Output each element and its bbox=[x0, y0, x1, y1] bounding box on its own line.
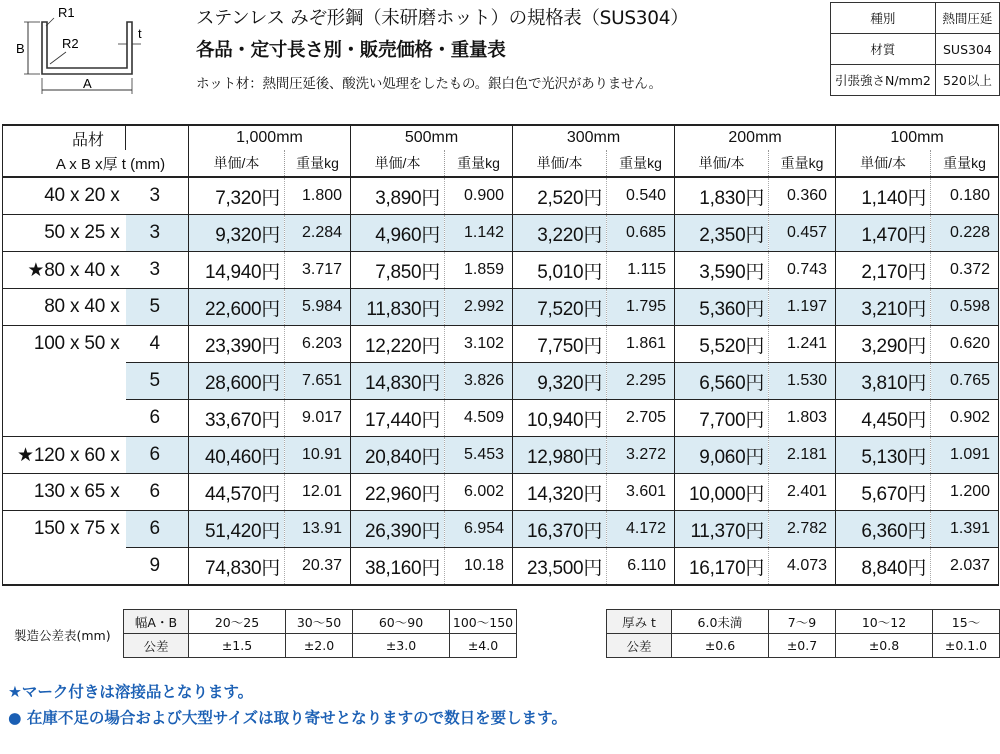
thickness-cell: 3 bbox=[126, 252, 189, 289]
range-cell: 20〜25 bbox=[189, 610, 286, 634]
thickness-cell: 6 bbox=[126, 511, 189, 548]
weight-cell: 2.782 bbox=[769, 511, 836, 548]
price-header: 単価/本 bbox=[189, 150, 285, 177]
weight-cell: 3.102 bbox=[445, 326, 513, 363]
tolerance-cell: ±0.8 bbox=[836, 634, 933, 658]
spec-table bbox=[830, 2, 1000, 96]
price-weight-table bbox=[2, 124, 999, 586]
size-cell: 80 x 40 x bbox=[3, 289, 126, 326]
weight-cell: 1.200 bbox=[931, 474, 999, 511]
table-row bbox=[3, 548, 999, 586]
weight-cell: 1.859 bbox=[445, 252, 513, 289]
weight-cell: 4.073 bbox=[769, 548, 836, 586]
price-cell: 10,000円 bbox=[675, 474, 769, 511]
price-cell: 5,670円 bbox=[836, 474, 931, 511]
spec-row bbox=[831, 65, 1000, 96]
price-cell: 12,220円 bbox=[351, 326, 445, 363]
range-cell: 7〜9 bbox=[769, 610, 836, 634]
price-cell: 2,520円 bbox=[513, 177, 607, 215]
weight-cell: 1.197 bbox=[769, 289, 836, 326]
price-cell: 9,060円 bbox=[675, 437, 769, 474]
weight-header: 重量kg bbox=[445, 150, 513, 177]
range-cell: 30〜50 bbox=[286, 610, 353, 634]
weight-cell: 1.142 bbox=[445, 215, 513, 252]
price-cell: 6,560円 bbox=[675, 363, 769, 400]
thickness-cell: 3 bbox=[126, 215, 189, 252]
thickness-cell: 9 bbox=[126, 548, 189, 586]
size-cell bbox=[3, 400, 126, 437]
length-header: 1,000mm bbox=[189, 125, 351, 150]
price-cell: 1,830円 bbox=[675, 177, 769, 215]
table-row bbox=[3, 511, 999, 548]
weight-cell: 10.18 bbox=[445, 548, 513, 586]
price-cell: 3,290円 bbox=[836, 326, 931, 363]
price-cell: 4,960円 bbox=[351, 215, 445, 252]
price-cell: 5,130円 bbox=[836, 437, 931, 474]
price-cell: 40,460円 bbox=[189, 437, 285, 474]
range-cell: 6.0未満 bbox=[672, 610, 769, 634]
backorder-footnote: ● 在庫不足の場合および大型サイズは取り寄せとなりますので数日を要します。 bbox=[8, 709, 567, 727]
price-cell: 7,700円 bbox=[675, 400, 769, 437]
weight-cell: 7.651 bbox=[285, 363, 351, 400]
price-header: 単価/本 bbox=[513, 150, 607, 177]
price-cell: 3,210円 bbox=[836, 289, 931, 326]
length-header: 100mm bbox=[836, 125, 999, 150]
table-row bbox=[3, 326, 999, 363]
weight-cell: 2.705 bbox=[607, 400, 675, 437]
price-cell: 2,170円 bbox=[836, 252, 931, 289]
price-cell: 2,350円 bbox=[675, 215, 769, 252]
thickness-cell: 5 bbox=[126, 289, 189, 326]
weight-header: 重量kg bbox=[285, 150, 351, 177]
weight-cell: 12.01 bbox=[285, 474, 351, 511]
size-cell: ★80 x 40 x bbox=[3, 252, 126, 289]
weight-cell: 10.91 bbox=[285, 437, 351, 474]
table-row bbox=[3, 252, 999, 289]
size-cell bbox=[3, 548, 126, 586]
price-cell: 11,370円 bbox=[675, 511, 769, 548]
price-cell: 3,810円 bbox=[836, 363, 931, 400]
weight-cell: 3.601 bbox=[607, 474, 675, 511]
price-cell: 14,940円 bbox=[189, 252, 285, 289]
price-cell: 12,980円 bbox=[513, 437, 607, 474]
tolerance-cell: ±0.1.0 bbox=[933, 634, 1000, 658]
weight-header: 重量kg bbox=[607, 150, 675, 177]
spec-row bbox=[831, 3, 1000, 34]
spec-value: 520以上 bbox=[935, 65, 999, 96]
tolerance-row-label: 公差 bbox=[607, 634, 672, 658]
weight-cell: 1.800 bbox=[285, 177, 351, 215]
price-header: 単価/本 bbox=[351, 150, 445, 177]
price-cell: 17,440円 bbox=[351, 400, 445, 437]
length-header: 500mm bbox=[351, 125, 513, 150]
weight-cell: 1.091 bbox=[931, 437, 999, 474]
a-dimension-label: A bbox=[83, 76, 92, 91]
width-tolerance-table bbox=[123, 609, 517, 658]
price-cell: 38,160円 bbox=[351, 548, 445, 586]
weight-header: 重量kg bbox=[931, 150, 999, 177]
price-cell: 28,600円 bbox=[189, 363, 285, 400]
thickness-cell: 6 bbox=[126, 400, 189, 437]
tolerance-cell: ±1.5 bbox=[189, 634, 286, 658]
weight-cell: 0.685 bbox=[607, 215, 675, 252]
table-row bbox=[3, 400, 999, 437]
weight-cell: 13.91 bbox=[285, 511, 351, 548]
t-dimension-label: t bbox=[138, 26, 142, 41]
weight-cell: 4.172 bbox=[607, 511, 675, 548]
tolerance-cell: ±2.0 bbox=[286, 634, 353, 658]
weight-cell: 6.110 bbox=[607, 548, 675, 586]
length-header: 200mm bbox=[675, 125, 836, 150]
size-cell: 150 x 75 x bbox=[3, 511, 126, 548]
r1-label: R1 bbox=[58, 5, 75, 20]
price-cell: 16,370円 bbox=[513, 511, 607, 548]
weight-cell: 0.598 bbox=[931, 289, 999, 326]
spec-row bbox=[831, 34, 1000, 65]
price-cell: 8,840円 bbox=[836, 548, 931, 586]
weight-cell: 5.984 bbox=[285, 289, 351, 326]
price-cell: 5,360円 bbox=[675, 289, 769, 326]
table-row bbox=[3, 289, 999, 326]
weight-cell: 9.017 bbox=[285, 400, 351, 437]
size-cell: 40 x 20 x bbox=[3, 177, 126, 215]
range-cell: 60〜90 bbox=[353, 610, 450, 634]
weight-cell: 0.360 bbox=[769, 177, 836, 215]
channel-cross-section-diagram bbox=[14, 4, 174, 100]
price-cell: 7,850円 bbox=[351, 252, 445, 289]
price-header: 単価/本 bbox=[675, 150, 769, 177]
size-cell: 50 x 25 x bbox=[3, 215, 126, 252]
spec-key: 引張強さN/mm2 bbox=[831, 65, 936, 96]
price-cell: 9,320円 bbox=[189, 215, 285, 252]
weight-cell: 0.900 bbox=[445, 177, 513, 215]
weight-cell: 6.954 bbox=[445, 511, 513, 548]
tolerance-cell: ±0.6 bbox=[672, 634, 769, 658]
welded-item-footnote: ★マーク付きは溶接品となります。 bbox=[8, 683, 254, 701]
weight-cell: 2.284 bbox=[285, 215, 351, 252]
size-cell: 130 x 65 x bbox=[3, 474, 126, 511]
weight-cell: 2.037 bbox=[931, 548, 999, 586]
page-subtitle: 各品・定寸長さ別・販売価格・重量表 bbox=[196, 40, 506, 61]
price-cell: 14,320円 bbox=[513, 474, 607, 511]
thickness-cell: 5 bbox=[126, 363, 189, 400]
weight-cell: 2.181 bbox=[769, 437, 836, 474]
price-cell: 74,830円 bbox=[189, 548, 285, 586]
thickness-range-header: 厚み t bbox=[607, 610, 672, 634]
table-row bbox=[3, 437, 999, 474]
table-row bbox=[3, 177, 999, 215]
price-cell: 3,590円 bbox=[675, 252, 769, 289]
weight-cell: 0.743 bbox=[769, 252, 836, 289]
tolerance-cell: ±4.0 bbox=[450, 634, 517, 658]
page-title: ステンレス みぞ形鋼（未研磨ホット）の規格表（SUS304） bbox=[196, 8, 689, 29]
tolerance-row-label: 公差 bbox=[124, 634, 189, 658]
price-cell: 51,420円 bbox=[189, 511, 285, 548]
table-row bbox=[3, 215, 999, 252]
weight-cell: 3.826 bbox=[445, 363, 513, 400]
column-header-material: 品材 bbox=[3, 125, 126, 150]
weight-cell: 6.203 bbox=[285, 326, 351, 363]
table-row bbox=[124, 610, 517, 634]
range-cell: 10〜12 bbox=[836, 610, 933, 634]
price-cell: 44,570円 bbox=[189, 474, 285, 511]
weight-cell: 0.620 bbox=[931, 326, 999, 363]
thickness-cell: 4 bbox=[126, 326, 189, 363]
weight-cell: 2.401 bbox=[769, 474, 836, 511]
hot-material-note: ホット材：熱間圧延後、酸洗い処理をしたもの。銀白色で光沢がありません。 bbox=[196, 76, 662, 92]
range-cell: 15〜 bbox=[933, 610, 1000, 634]
tolerance-label: 製造公差表(mm) bbox=[14, 628, 111, 643]
b-dimension-label: B bbox=[16, 41, 25, 56]
price-cell: 33,670円 bbox=[189, 400, 285, 437]
price-cell: 7,750円 bbox=[513, 326, 607, 363]
price-cell: 1,470円 bbox=[836, 215, 931, 252]
price-cell: 22,600円 bbox=[189, 289, 285, 326]
weight-cell: 0.765 bbox=[931, 363, 999, 400]
thickness-cell: 3 bbox=[126, 177, 189, 215]
price-cell: 3,220円 bbox=[513, 215, 607, 252]
price-cell: 5,520円 bbox=[675, 326, 769, 363]
weight-cell: 0.372 bbox=[931, 252, 999, 289]
price-cell: 23,390円 bbox=[189, 326, 285, 363]
weight-cell: 3.717 bbox=[285, 252, 351, 289]
price-cell: 4,450円 bbox=[836, 400, 931, 437]
size-cell bbox=[3, 363, 126, 400]
price-cell: 1,140円 bbox=[836, 177, 931, 215]
weight-cell: 20.37 bbox=[285, 548, 351, 586]
weight-cell: 1.795 bbox=[607, 289, 675, 326]
size-cell: ★120 x 60 x bbox=[3, 437, 126, 474]
price-header: 単価/本 bbox=[836, 150, 931, 177]
weight-cell: 5.453 bbox=[445, 437, 513, 474]
weight-cell: 1.241 bbox=[769, 326, 836, 363]
weight-cell: 1.530 bbox=[769, 363, 836, 400]
price-cell: 20,840円 bbox=[351, 437, 445, 474]
spec-key: 材質 bbox=[831, 34, 936, 65]
weight-cell: 2.992 bbox=[445, 289, 513, 326]
weight-cell: 1.115 bbox=[607, 252, 675, 289]
spec-value: 熱間圧延 bbox=[935, 3, 999, 34]
spec-key: 種別 bbox=[831, 3, 936, 34]
price-cell: 26,390円 bbox=[351, 511, 445, 548]
table-row bbox=[124, 634, 517, 658]
spec-value: SUS304 bbox=[935, 34, 999, 65]
weight-cell: 4.509 bbox=[445, 400, 513, 437]
weight-cell: 1.861 bbox=[607, 326, 675, 363]
price-cell: 6,360円 bbox=[836, 511, 931, 548]
weight-cell: 1.803 bbox=[769, 400, 836, 437]
price-cell: 14,830円 bbox=[351, 363, 445, 400]
price-cell: 3,890円 bbox=[351, 177, 445, 215]
price-cell: 7,520円 bbox=[513, 289, 607, 326]
thickness-cell: 6 bbox=[126, 437, 189, 474]
weight-cell: 3.272 bbox=[607, 437, 675, 474]
tolerance-cell: ±3.0 bbox=[353, 634, 450, 658]
column-header-dimensions: A x B x厚 t (mm) bbox=[3, 150, 189, 177]
price-cell: 10,940円 bbox=[513, 400, 607, 437]
length-header: 300mm bbox=[513, 125, 675, 150]
weight-cell: 6.002 bbox=[445, 474, 513, 511]
tolerance-cell: ±0.7 bbox=[769, 634, 836, 658]
width-range-header: 幅A・B bbox=[124, 610, 189, 634]
weight-cell: 0.228 bbox=[931, 215, 999, 252]
price-cell: 22,960円 bbox=[351, 474, 445, 511]
price-cell: 11,830円 bbox=[351, 289, 445, 326]
weight-cell: 0.180 bbox=[931, 177, 999, 215]
weight-cell: 0.457 bbox=[769, 215, 836, 252]
table-row bbox=[607, 610, 1000, 634]
thickness-cell: 6 bbox=[126, 474, 189, 511]
table-row bbox=[607, 634, 1000, 658]
weight-cell: 1.391 bbox=[931, 511, 999, 548]
r2-label: R2 bbox=[62, 36, 79, 51]
price-cell: 7,320円 bbox=[189, 177, 285, 215]
weight-cell: 2.295 bbox=[607, 363, 675, 400]
price-cell: 5,010円 bbox=[513, 252, 607, 289]
weight-cell: 0.540 bbox=[607, 177, 675, 215]
thickness-tolerance-table bbox=[606, 609, 1000, 658]
price-cell: 16,170円 bbox=[675, 548, 769, 586]
weight-cell: 0.902 bbox=[931, 400, 999, 437]
size-cell: 100 x 50 x bbox=[3, 326, 126, 363]
table-row bbox=[3, 363, 999, 400]
price-cell: 9,320円 bbox=[513, 363, 607, 400]
range-cell: 100〜150 bbox=[450, 610, 517, 634]
price-cell: 23,500円 bbox=[513, 548, 607, 586]
weight-header: 重量kg bbox=[769, 150, 836, 177]
table-row bbox=[3, 474, 999, 511]
